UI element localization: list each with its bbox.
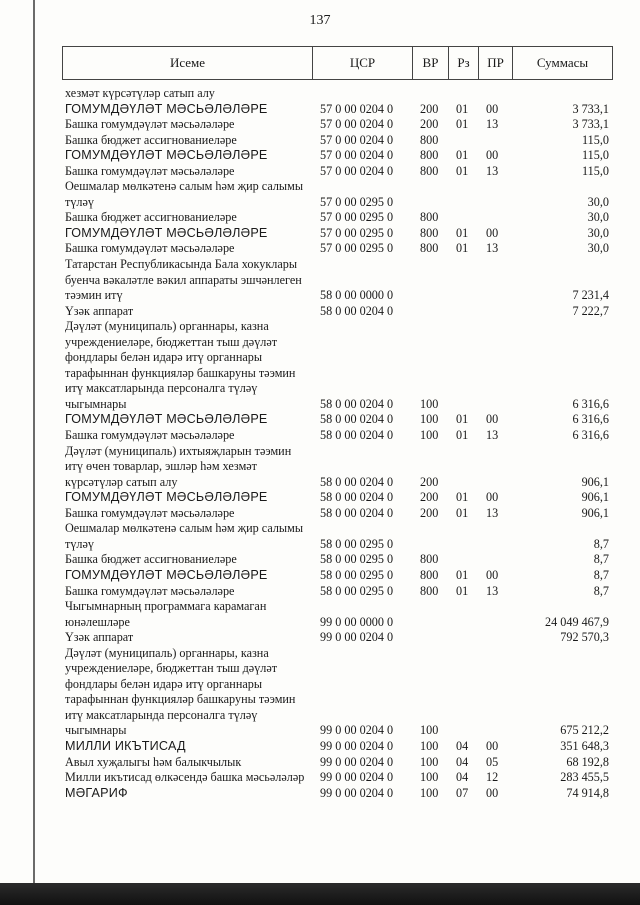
- header-name: Исеме: [63, 47, 313, 80]
- row-vr: 800: [420, 583, 439, 598]
- table-row: [62, 568, 612, 584]
- row-rz: 01: [456, 505, 469, 520]
- row-vr: 800: [420, 241, 439, 256]
- row-sum: 30,0: [587, 241, 609, 256]
- row-vr: 800: [420, 225, 439, 240]
- row-vr: 100: [420, 723, 439, 738]
- row-pr: 13: [486, 117, 499, 132]
- row-csr: 58 0 00 0000 0: [320, 288, 394, 303]
- row-rz: 01: [456, 117, 469, 132]
- row-pr: 00: [486, 148, 499, 163]
- row-name: ГОМУМДӘҮЛӘТ МӘСЬӘЛӘЛӘРЕ: [65, 225, 268, 240]
- row-rz: 04: [456, 738, 469, 753]
- row-vr: 200: [420, 101, 439, 116]
- row-sum: 3 733,1: [572, 117, 609, 132]
- row-name: Милли икътисад өлкәсендә башка мәсьәләләр: [65, 770, 305, 785]
- table-row: [62, 319, 612, 412]
- row-name: ГОМУМДӘҮЛӘТ МӘСЬӘЛӘЛӘРЕ: [65, 148, 268, 163]
- row-csr: 58 0 00 0204 0: [320, 490, 394, 505]
- row-sum: 30,0: [587, 225, 609, 240]
- row-vr: 800: [420, 148, 439, 163]
- row-name: ГОМУМДӘҮЛӘТ МӘСЬӘЛӘЛӘРЕ: [65, 101, 268, 116]
- row-vr: 800: [420, 163, 439, 178]
- row-csr: 58 0 00 0204 0: [320, 303, 394, 318]
- row-rz: 01: [456, 412, 469, 427]
- row-csr: 57 0 00 0204 0: [320, 163, 394, 178]
- row-name: Башка гомумдәүләт мәсьәләләре: [65, 505, 235, 520]
- table-row: [62, 755, 612, 771]
- table-row: [62, 584, 612, 600]
- table-row: [62, 739, 612, 755]
- row-name: Дәүләт (муниципаль) ихтыяҗларын тәэмин итү өчен товарлар, эшләр һәм хезмәт күрсәтүләр сатып алу: [65, 443, 292, 489]
- row-name: Үзәк аппарат: [65, 303, 134, 318]
- table-row: [62, 133, 612, 149]
- table-row: [62, 428, 612, 444]
- table-header: [62, 46, 613, 80]
- header-vr: ВР: [413, 47, 449, 80]
- row-sum: 30,0: [587, 210, 609, 225]
- row-sum: 906,1: [581, 490, 609, 505]
- row-rz: 07: [456, 785, 469, 800]
- row-pr: 05: [486, 754, 499, 769]
- row-csr: 57 0 00 0295 0: [320, 210, 394, 225]
- row-csr: 99 0 00 0204 0: [320, 630, 394, 645]
- row-pr: 00: [486, 738, 499, 753]
- scan-bottom-edge: [0, 883, 640, 905]
- row-sum: 68 192,8: [566, 754, 609, 769]
- row-name: Башка гомумдәүләт мәсьәләләре: [65, 583, 235, 598]
- row-sum: 8,7: [593, 567, 609, 582]
- row-name: ГОМУМДӘҮЛӘТ МӘСЬӘЛӘЛӘРЕ: [65, 412, 268, 427]
- row-pr: 13: [486, 428, 499, 443]
- table-body: [62, 86, 612, 801]
- row-pr: 00: [486, 567, 499, 582]
- table-row: [62, 164, 612, 180]
- row-csr: 57 0 00 0295 0: [320, 225, 394, 240]
- table-row: [62, 786, 612, 802]
- row-csr: 99 0 00 0000 0: [320, 614, 394, 629]
- row-vr: 200: [420, 505, 439, 520]
- row-name: Башка гомумдәүләт мәсьәләләре: [65, 241, 235, 256]
- row-sum: 115,0: [582, 132, 609, 147]
- table-row: [62, 770, 612, 786]
- table-row: [62, 444, 612, 491]
- row-rz: 01: [456, 148, 469, 163]
- header-rz: Рз: [449, 47, 479, 80]
- table-row: [62, 599, 612, 630]
- row-vr: 200: [420, 117, 439, 132]
- table-row: [62, 412, 612, 428]
- row-name: Башка бюджет ассигнованиеләре: [65, 132, 237, 147]
- table-row: [62, 210, 612, 226]
- row-pr: 13: [486, 241, 499, 256]
- row-vr: 800: [420, 567, 439, 582]
- row-vr: 800: [420, 132, 439, 147]
- table-row: [62, 646, 612, 739]
- row-vr: 100: [420, 770, 439, 785]
- row-sum: 351 648,3: [560, 738, 609, 753]
- row-name: Башка бюджет ассигнованиеләре: [65, 552, 237, 567]
- row-vr: 100: [420, 412, 439, 427]
- row-vr: 200: [420, 474, 439, 489]
- row-csr: 58 0 00 0295 0: [320, 536, 394, 551]
- row-pr: 13: [486, 163, 499, 178]
- row-name: МӘГАРИФ: [65, 785, 128, 800]
- row-sum: 6 316,6: [572, 396, 609, 411]
- row-csr: 58 0 00 0295 0: [320, 552, 394, 567]
- row-name: Оешмалар мөлкәтенә салым һәм җир салымы түләү: [65, 521, 304, 551]
- row-pr: 00: [486, 101, 499, 116]
- table-row: [62, 226, 612, 242]
- page-number: 137: [309, 13, 331, 28]
- row-sum: 3 733,1: [572, 101, 609, 116]
- row-rz: 01: [456, 428, 469, 443]
- row-rz: 01: [456, 490, 469, 505]
- row-name: Дәүләт (муниципаль) органнары, казна учреждениеләре, бюджеттан тыш дәүләт фондлары белән идарә итү органнары тарафыннан функцияләр башкаруны тәэмин итү максатларында персоналга түләү чыгымнары: [65, 319, 296, 411]
- row-csr: 57 0 00 0295 0: [320, 194, 394, 209]
- row-name: Башка гомумдәүләт мәсьәләләре: [65, 163, 235, 178]
- row-vr: 100: [420, 396, 439, 411]
- table-row: [62, 102, 612, 118]
- row-sum: 7 222,7: [572, 303, 609, 318]
- row-name: Башка гомумдәүләт мәсьәләләре: [65, 117, 235, 132]
- row-csr: 99 0 00 0204 0: [320, 723, 394, 738]
- row-csr: 99 0 00 0204 0: [320, 754, 394, 769]
- row-csr: 99 0 00 0204 0: [320, 770, 394, 785]
- row-pr: 13: [486, 505, 499, 520]
- table-row: [62, 179, 612, 210]
- header-csr: ЦСР: [313, 47, 413, 80]
- row-name: МИЛЛИ ИКЪТИСАД: [65, 738, 186, 753]
- row-sum: 8,7: [593, 583, 609, 598]
- row-rz: 01: [456, 225, 469, 240]
- row-rz: 01: [456, 241, 469, 256]
- row-sum: 8,7: [593, 552, 609, 567]
- row-rz: 04: [456, 770, 469, 785]
- row-sum: 74 914,8: [566, 785, 609, 800]
- row-sum: 24 049 467,9: [545, 614, 609, 629]
- header-sum: Суммасы: [513, 47, 613, 80]
- row-rz: 01: [456, 163, 469, 178]
- row-name: хезмәт күрсәтүләр сатып алу: [65, 86, 215, 100]
- row-name: Башка бюджет ассигнованиеләре: [65, 210, 237, 225]
- row-name: ГОМУМДӘҮЛӘТ МӘСЬӘЛӘЛӘРЕ: [65, 490, 268, 505]
- row-sum: 906,1: [581, 505, 609, 520]
- row-csr: 58 0 00 0204 0: [320, 412, 394, 427]
- row-name: Татарстан Республикасында Бала хокуклары буенча вәкаләтле вәкил аппараты эшчәнлеген тәэмин итү: [65, 257, 302, 303]
- row-csr: 99 0 00 0204 0: [320, 738, 394, 753]
- row-sum: 6 316,6: [572, 412, 609, 427]
- row-sum: 675 212,2: [560, 723, 609, 738]
- row-pr: 13: [486, 583, 499, 598]
- row-rz: 01: [456, 567, 469, 582]
- row-sum: 115,0: [582, 163, 609, 178]
- table-row: [62, 241, 612, 257]
- row-sum: 115,0: [582, 148, 609, 163]
- row-sum: 8,7: [593, 536, 609, 551]
- row-csr: 58 0 00 0204 0: [320, 505, 394, 520]
- row-vr: 100: [420, 738, 439, 753]
- row-csr: 57 0 00 0295 0: [320, 241, 394, 256]
- header-pr: ПР: [479, 47, 513, 80]
- row-name: Чыгымнарның программага карамаган юнәлешләре: [65, 599, 267, 629]
- row-sum: 792 570,3: [560, 630, 609, 645]
- row-sum: 906,1: [581, 474, 609, 489]
- row-sum: 283 455,5: [560, 770, 609, 785]
- row-name: Үзәк аппарат: [65, 630, 134, 645]
- row-pr: 12: [486, 770, 499, 785]
- row-sum: 7 231,4: [572, 288, 609, 303]
- row-vr: 800: [420, 210, 439, 225]
- table-row: [62, 552, 612, 568]
- row-sum: 30,0: [587, 194, 609, 209]
- table-row: [62, 506, 612, 522]
- row-vr: 100: [420, 428, 439, 443]
- row-csr: 58 0 00 0204 0: [320, 396, 394, 411]
- row-csr: 57 0 00 0204 0: [320, 101, 394, 116]
- row-csr: 58 0 00 0204 0: [320, 428, 394, 443]
- table-row: [62, 148, 612, 164]
- row-pr: 00: [486, 412, 499, 427]
- table-row: [62, 304, 612, 320]
- row-rz: 01: [456, 583, 469, 598]
- table-row: [62, 521, 612, 552]
- row-name: ГОМУМДӘҮЛӘТ МӘСЬӘЛӘЛӘРЕ: [65, 567, 268, 582]
- row-name: Дәүләт (муниципаль) органнары, казна учреждениеләре, бюджеттан тыш дәүләт фондлары белән идарә итү органнары тарафыннан функцияләр башкаруны тәэмин итү максатларында персоналга түләү чыгымнары: [65, 645, 296, 738]
- table-row: [62, 117, 612, 133]
- row-csr: 58 0 00 0204 0: [320, 474, 394, 489]
- row-vr: 800: [420, 552, 439, 567]
- row-vr: 100: [420, 785, 439, 800]
- scan-left-edge: [33, 0, 35, 905]
- table-row: [62, 257, 612, 304]
- row-pr: 00: [486, 785, 499, 800]
- row-name: Авыл хуҗалыгы һәм балыкчылык: [65, 754, 242, 769]
- row-csr: 57 0 00 0204 0: [320, 148, 394, 163]
- row-pr: 00: [486, 490, 499, 505]
- row-pr: 00: [486, 225, 499, 240]
- row-csr: 57 0 00 0204 0: [320, 117, 394, 132]
- row-rz: 04: [456, 754, 469, 769]
- row-csr: 99 0 00 0204 0: [320, 785, 394, 800]
- table-row: [62, 630, 612, 646]
- row-name: Башка гомумдәүләт мәсьәләләре: [65, 428, 235, 443]
- row-rz: 01: [456, 101, 469, 116]
- row-name: Оешмалар мөлкәтенә салым һәм җир салымы түләү: [65, 179, 304, 209]
- row-csr: 58 0 00 0295 0: [320, 567, 394, 582]
- row-csr: 58 0 00 0295 0: [320, 583, 394, 598]
- table-row: [62, 490, 612, 506]
- row-vr: 100: [420, 754, 439, 769]
- row-sum: 6 316,6: [572, 428, 609, 443]
- table-row: [62, 86, 612, 102]
- row-csr: 57 0 00 0204 0: [320, 132, 394, 147]
- row-vr: 200: [420, 490, 439, 505]
